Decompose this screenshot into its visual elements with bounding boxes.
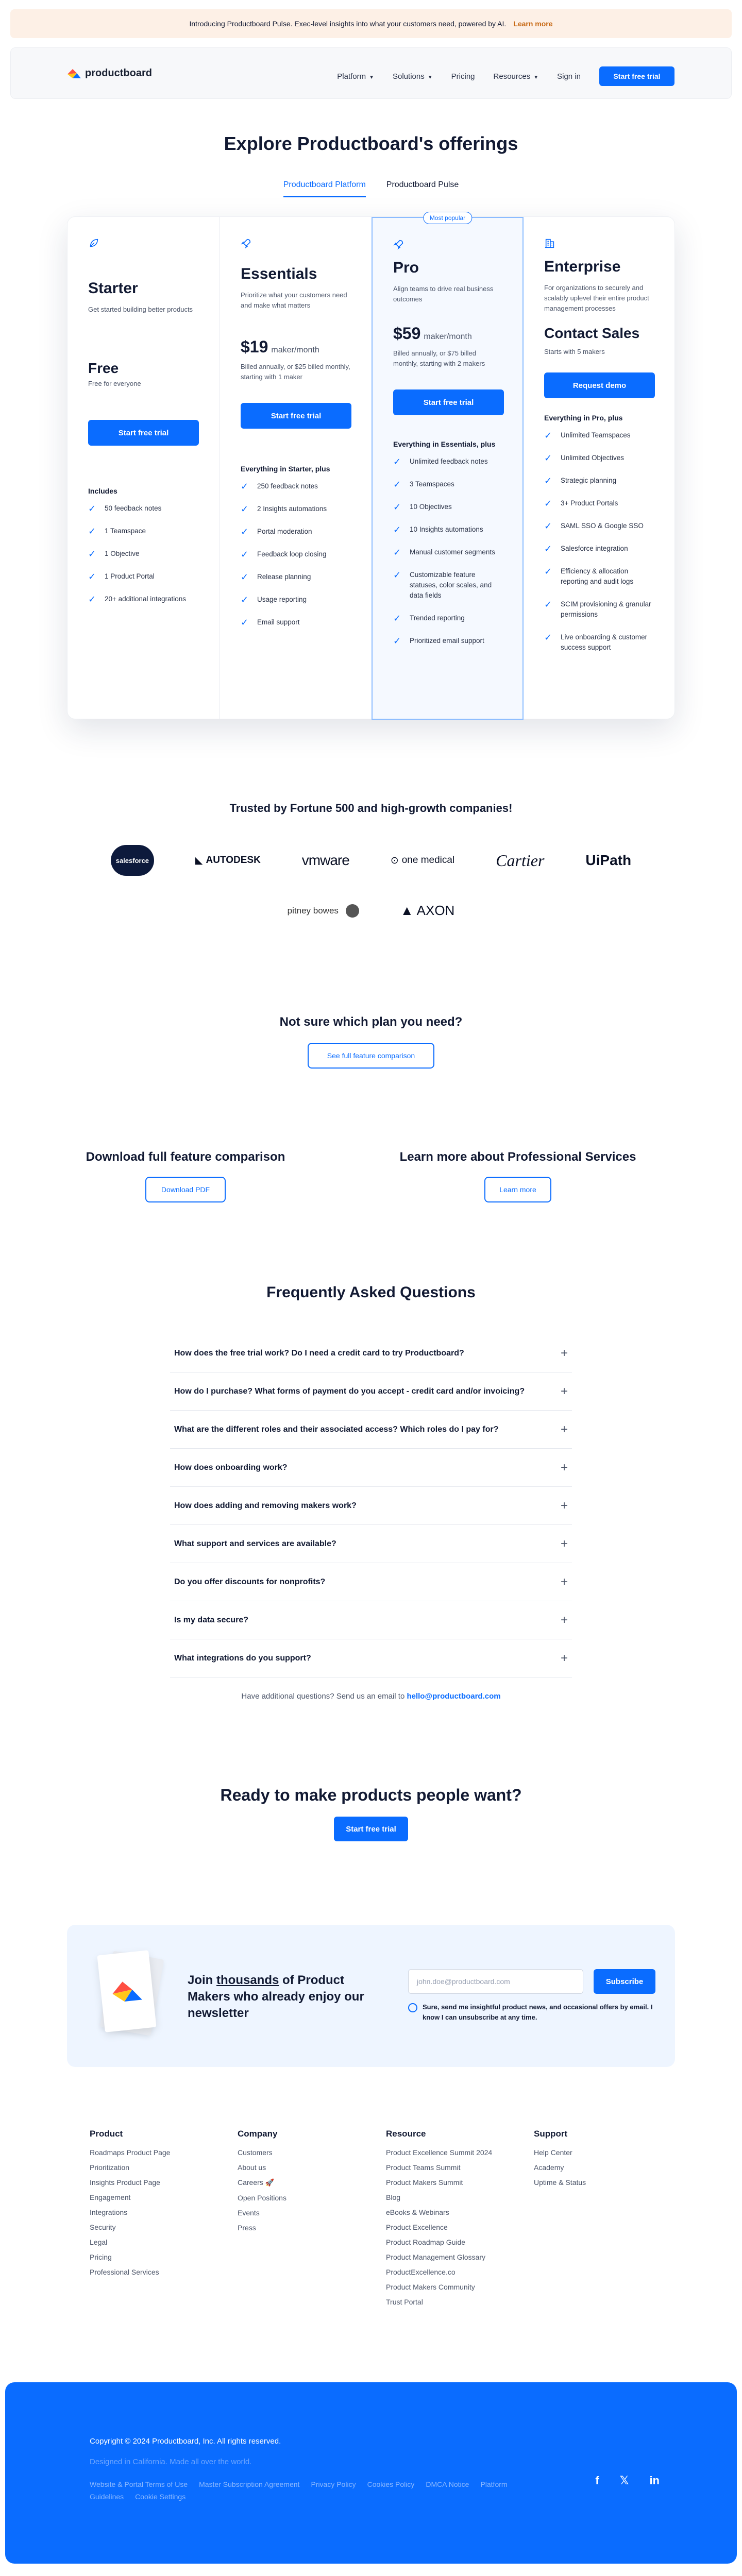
ready-start-trial-button[interactable]: Start free trial (334, 1817, 408, 1841)
linkedin-icon[interactable]: in (649, 2474, 660, 2487)
consent-text: Sure, send me insightful product news, and occasional offers by email. I know I can unsubscribe at any time. (423, 2003, 653, 2021)
tab-productboard-platform[interactable]: Productboard Platform (283, 180, 366, 197)
faq-item[interactable] (170, 1525, 572, 1563)
includes-title: Everything in Essentials, plus (393, 440, 496, 448)
feature-item (88, 594, 199, 604)
check-icon: ✓ (88, 503, 96, 514)
footer-column-title: Support (534, 2129, 568, 2139)
footer-link[interactable]: Product Excellence Summit 2024 (386, 2148, 493, 2157)
see-full-comparison-button[interactable]: See full feature comparison (308, 1043, 434, 1069)
feature-label: Strategic planning (561, 477, 617, 484)
plan-price-note: Billed annually, or $25 billed monthly, starting with 1 maker (241, 363, 350, 381)
download-button-row (82, 1177, 289, 1202)
facebook-icon[interactable]: f (595, 2474, 599, 2487)
feature-label: Release planning (257, 573, 311, 581)
check-icon: ✓ (393, 502, 401, 512)
faq-item[interactable] (170, 1334, 572, 1372)
footer-column-product (90, 2129, 170, 2283)
productboard-mark-icon (111, 1979, 142, 2003)
faq-question: What are the different roles and their associated access? Which roles do I pay for? (174, 1425, 499, 1434)
feature-label: Live onboarding & customer success support (561, 633, 648, 651)
logo-text: productboard (85, 67, 152, 79)
feature-item (88, 571, 199, 582)
made-tagline: Designed in California. Made all over the world. (90, 2458, 252, 2466)
feature-item (544, 430, 655, 440)
faq-item[interactable] (170, 1372, 572, 1411)
pitney-bowes-logo (288, 904, 359, 918)
chevron-down-icon: ▼ (369, 74, 375, 80)
footer-link[interactable]: Product Makers Summit (386, 2178, 463, 2187)
feature-item (544, 544, 655, 554)
check-icon: ✓ (88, 571, 96, 582)
feature-item (393, 479, 502, 489)
faq-question: What support and services are available? (174, 1539, 336, 1548)
chevron-down-icon: ▼ (533, 74, 539, 80)
check-icon: ✓ (241, 549, 249, 560)
autodesk-logo-text: AUTODESK (206, 855, 261, 866)
nav-solutions[interactable] (393, 72, 433, 81)
feature-label: 1 Teamspace (105, 527, 146, 535)
feature-item (393, 547, 502, 557)
footer-link[interactable]: Customers (238, 2148, 273, 2157)
check-icon: ✓ (88, 549, 96, 559)
includes-title: Everything in Pro, plus (544, 414, 623, 422)
plan-name: Essentials (241, 265, 317, 282)
includes-title: Includes (88, 487, 117, 495)
newsletter-title-pre: Join (188, 1973, 217, 1987)
check-icon: ✓ (241, 504, 249, 514)
includes-title: Everything in Starter, plus (241, 465, 330, 473)
starter-start-trial-button[interactable]: Start free trial (88, 420, 199, 446)
footer-link[interactable]: Press (238, 2224, 256, 2232)
feature-list (241, 481, 351, 628)
feature-label: Usage reporting (257, 596, 307, 603)
footer-column-resource (386, 2129, 492, 2313)
newsletter-consent (408, 2002, 655, 2023)
footer-column-company (238, 2129, 286, 2239)
feature-item (393, 613, 502, 623)
plan-name: Starter (88, 280, 138, 297)
consent-checkbox[interactable] (408, 2003, 417, 2012)
feature-item (393, 524, 502, 535)
check-icon: ✓ (544, 566, 552, 577)
customer-logos-row (0, 903, 742, 919)
newsletter-email-input[interactable]: john.doe@productboard.com (408, 1969, 583, 1994)
feature-item (544, 521, 655, 531)
footer-link[interactable]: Blog (386, 2193, 401, 2201)
logo-mark-icon (68, 69, 81, 78)
vmware-logo: vmware (301, 852, 349, 868)
feature-item (544, 476, 655, 486)
plan-price: Free (88, 360, 119, 376)
one-medical-logo-text: one medical (401, 855, 455, 866)
feature-label: Portal moderation (257, 528, 312, 535)
feature-item (393, 456, 502, 467)
feature-item (241, 549, 351, 560)
announcement-learn-more-link[interactable]: Learn more (513, 20, 553, 28)
footer-link[interactable]: Insights Product Page (90, 2178, 160, 2187)
one-medical-logo (391, 855, 454, 867)
price-unit: maker/month (424, 332, 472, 341)
faq-list (170, 1334, 572, 1677)
legal-link[interactable]: Cookie Settings (135, 2493, 186, 2501)
legal-link[interactable]: Platform Guidelines (90, 2480, 508, 2501)
check-icon: ✓ (393, 613, 401, 623)
faq-contact-text: Have additional questions? Send us an email to (241, 1692, 405, 1701)
productboard-logo[interactable] (68, 67, 152, 79)
main-nav (10, 47, 732, 99)
legal-links (90, 2478, 553, 2503)
faq-question: How does adding and removing makers work? (174, 1501, 357, 1510)
check-icon: ✓ (544, 544, 552, 554)
feature-label: Unlimited Teamspaces (561, 431, 631, 439)
plan-pro (372, 214, 524, 720)
plan-price (241, 337, 351, 357)
plus-icon: + (560, 1651, 568, 1665)
building-icon (544, 238, 655, 258)
footer-link[interactable]: Careers 🚀 (238, 2178, 275, 2187)
feature-list (88, 503, 199, 604)
footer-column-title: Company (238, 2129, 278, 2139)
footer-link[interactable]: Product Excellence (386, 2223, 448, 2231)
footer-link[interactable]: Security (90, 2223, 116, 2231)
feature-label: 3+ Product Portals (561, 499, 618, 507)
faq-question: How does onboarding work? (174, 1463, 288, 1472)
check-icon: ✓ (241, 617, 249, 628)
services-button-row (397, 1177, 639, 1202)
feature-label: 3 Teamspaces (410, 480, 454, 488)
nav-resources[interactable] (494, 72, 539, 81)
axon-logo (400, 903, 454, 919)
footer-link[interactable]: Prioritization (90, 2163, 130, 2172)
legal-link[interactable]: Privacy Policy (311, 2480, 356, 2488)
faq-item[interactable] (170, 1411, 572, 1449)
legal-link[interactable]: DMCA Notice (426, 2480, 469, 2488)
feature-item (241, 527, 351, 537)
check-icon: ✓ (241, 572, 249, 582)
check-icon: ✓ (544, 498, 552, 509)
footer-link[interactable]: Academy (534, 2163, 564, 2172)
nav-platform-label: Platform (337, 72, 366, 81)
chevron-down-icon: ▼ (427, 74, 433, 80)
salesforce-logo (111, 845, 154, 876)
footer-link[interactable]: Product Makers Community (386, 2283, 475, 2291)
cartier-logo: Cartier (496, 851, 545, 870)
page-title: Explore Productboard's offerings (224, 133, 518, 154)
check-icon: ✓ (544, 599, 552, 609)
feature-label: 50 feedback notes (105, 504, 162, 512)
plan-description: For organizations to securely and scalably uplevel their entire product management processes (544, 284, 649, 312)
pricing-table (67, 216, 675, 719)
offering-tabs (0, 180, 742, 197)
feature-item (241, 595, 351, 605)
feature-label: Unlimited Objectives (561, 454, 625, 462)
plan-price-note: Starts with 5 makers (544, 348, 605, 355)
plan-essentials (220, 217, 372, 720)
social-links (595, 2474, 660, 2487)
footer-link[interactable]: Product Teams Summit (386, 2163, 461, 2172)
nav-solutions-label: Solutions (393, 72, 425, 81)
subscribe-button[interactable]: Subscribe (594, 1969, 655, 1994)
feature-label: SAML SSO & Google SSO (561, 522, 644, 530)
learn-more-button[interactable]: Learn more (484, 1177, 551, 1202)
footer-link[interactable]: Integrations (90, 2208, 128, 2216)
announcement-text: Introducing Productboard Pulse. Exec-level insights into what your customers need, powered by AI. (189, 20, 507, 28)
faq-item[interactable] (170, 1487, 572, 1525)
feature-label: 2 Insights automations (257, 505, 327, 513)
footer-column-title: Product (90, 2129, 123, 2139)
feature-label: 1 Product Portal (105, 572, 155, 580)
pitney-bowes-logo-text: pitney bowes (287, 905, 339, 916)
footer-link[interactable]: Professional Services (90, 2268, 159, 2276)
plan-description: Get started building better products (88, 306, 193, 313)
faq-item[interactable] (170, 1449, 572, 1487)
feature-label: Salesforce integration (561, 545, 628, 552)
footer-link[interactable]: eBooks & Webinars (386, 2208, 449, 2216)
check-icon: ✓ (88, 526, 96, 536)
plan-price-note: Billed annually, or $75 billed monthly, starting with 2 makers (393, 349, 485, 367)
faq-title: Frequently Asked Questions (266, 1284, 476, 1301)
feature-item (544, 566, 655, 587)
feature-label: 20+ additional integrations (105, 595, 186, 603)
plan-price-note: Free for everyone (88, 380, 141, 387)
ready-title: Ready to make products people want? (220, 1786, 522, 1804)
plan-price: Contact Sales (544, 325, 640, 341)
axon-mark-icon: ▲ (400, 903, 414, 918)
most-popular-badge: Most popular (423, 212, 472, 224)
check-icon: ✓ (544, 453, 552, 463)
plus-icon: + (560, 1460, 568, 1475)
newsletter-illustration (99, 1951, 161, 2038)
autodesk-logo (195, 855, 261, 867)
newsletter-title-highlight: thousands (216, 1973, 279, 1987)
nav-platform[interactable] (337, 72, 374, 81)
feature-list (393, 456, 502, 646)
services-title: Learn more about Professional Services (399, 1150, 636, 1164)
legal-link[interactable]: Cookies Policy (367, 2480, 415, 2488)
ready-button-row (0, 1817, 742, 1841)
check-icon: ✓ (544, 632, 552, 642)
feature-item (88, 549, 199, 559)
footer-link[interactable]: Open Positions (238, 2194, 286, 2202)
autodesk-mark-icon: ◣ (195, 855, 203, 866)
check-icon: ✓ (241, 595, 249, 605)
plus-icon: + (560, 1422, 568, 1436)
feature-label: 1 Objective (105, 550, 140, 557)
feature-label: Customizable feature statuses, color scales, and data fields (410, 571, 492, 599)
bottom-footer (5, 2382, 737, 2564)
footer-link[interactable]: Product Roadmap Guide (386, 2238, 466, 2246)
footer-link[interactable]: Trust Portal (386, 2298, 423, 2306)
feature-item (544, 453, 655, 463)
feature-item (241, 617, 351, 628)
pitney-bowes-mark-icon (346, 904, 359, 918)
trusted-title: Trusted by Fortune 500 and high-growth companies! (229, 802, 513, 815)
plan-description: Prioritize what your customers need and make what matters (241, 291, 347, 309)
leaf-icon (88, 238, 199, 258)
check-icon: ✓ (393, 570, 401, 580)
feature-label: Efficiency & allocation reporting and audit logs (561, 567, 634, 585)
feature-label: Email support (257, 618, 300, 626)
newsletter-title (188, 1972, 373, 2022)
feature-label: Prioritized email support (410, 637, 484, 645)
check-icon: ✓ (544, 476, 552, 486)
download-pdf-button[interactable]: Download PDF (145, 1177, 226, 1202)
feature-label: Feedback loop closing (257, 550, 327, 558)
feature-item (393, 502, 502, 512)
nav-resources-label: Resources (493, 72, 531, 81)
plan-starter (68, 217, 220, 720)
feature-label: Manual customer segments (410, 548, 495, 556)
feature-label: Unlimited feedback notes (410, 457, 488, 465)
footer-link[interactable]: About us (238, 2163, 266, 2172)
feature-item (241, 481, 351, 492)
feature-item (88, 526, 199, 536)
essentials-start-trial-button[interactable]: Start free trial (241, 403, 351, 429)
footer-link[interactable]: Uptime & Status (534, 2178, 586, 2187)
nav-start-trial-button[interactable]: Start free trial (599, 66, 674, 86)
x-icon[interactable]: 𝕏 (619, 2474, 629, 2487)
footer-link[interactable]: Legal (90, 2238, 108, 2246)
pro-start-trial-button[interactable]: Start free trial (393, 389, 504, 415)
plus-icon: + (560, 1346, 568, 1360)
feature-list (544, 430, 655, 653)
feature-item (544, 632, 655, 653)
contact-email-link[interactable]: hello@productboard.com (407, 1692, 501, 1701)
plus-icon: + (560, 1613, 568, 1627)
nav-pricing[interactable]: Pricing (451, 72, 475, 81)
price-unit: maker/month (271, 346, 319, 354)
request-demo-button[interactable]: Request demo (544, 372, 655, 398)
uipath-logo: UiPath (585, 852, 632, 868)
footer-link[interactable]: Pricing (90, 2253, 112, 2261)
footer-column-title: Resource (386, 2129, 426, 2139)
price-value: $19 (241, 337, 268, 356)
plan-price (393, 324, 502, 343)
feature-item (88, 503, 199, 514)
check-icon: ✓ (544, 430, 552, 440)
feature-label: 10 Insights automations (410, 526, 483, 533)
faq-question: How do I purchase? What forms of payment do you accept - credit card and/or invoicing? (174, 1386, 525, 1396)
faq-question: How does the free trial work? Do I need a credit card to try Productboard? (174, 1348, 464, 1358)
feature-item (241, 572, 351, 582)
feature-item (393, 570, 502, 601)
check-icon: ✓ (241, 527, 249, 537)
check-icon: ✓ (393, 636, 401, 646)
footer-link[interactable]: Roadmaps Product Page (90, 2148, 171, 2157)
tab-productboard-pulse[interactable]: Productboard Pulse (386, 180, 459, 189)
faq-question: Is my data secure? (174, 1615, 249, 1624)
feature-item (393, 636, 502, 646)
plus-icon: + (560, 1498, 568, 1513)
plan-name: Enterprise (544, 258, 621, 275)
nav-sign-in[interactable]: Sign in (557, 72, 581, 81)
announcement-bar (10, 9, 732, 38)
rocket-icon (241, 238, 351, 258)
check-icon: ✓ (393, 524, 401, 535)
feature-label: Trended reporting (410, 614, 465, 622)
faq-question: Do you offer discounts for nonprofits? (174, 1577, 326, 1586)
footer-link[interactable]: Events (238, 2209, 260, 2217)
price-value: $59 (393, 324, 421, 343)
faq-item[interactable] (170, 1639, 572, 1677)
check-icon: ✓ (393, 547, 401, 557)
salesforce-logo-text: salesforce (111, 845, 154, 876)
faq-item[interactable] (170, 1601, 572, 1639)
feature-label: SCIM provisioning & granular permissions (561, 600, 651, 618)
one-medical-mark-icon: ⊙ (390, 855, 399, 866)
plus-icon: + (560, 1536, 568, 1551)
feature-item (544, 498, 655, 509)
plan-enterprise (524, 217, 676, 720)
download-title: Download full feature comparison (86, 1150, 285, 1164)
legal-link[interactable]: Master Subscription Agreement (199, 2480, 300, 2488)
plus-icon: + (560, 1384, 568, 1398)
compare-title: Not sure which plan you need? (279, 1015, 463, 1029)
check-icon: ✓ (88, 594, 96, 604)
check-icon: ✓ (241, 481, 249, 492)
axon-logo-text: AXON (416, 903, 455, 918)
feature-item (544, 599, 655, 620)
newsletter-section (67, 1925, 675, 2067)
check-icon: ✓ (544, 521, 552, 531)
footer-link[interactable]: Product Management Glossary (386, 2253, 485, 2261)
customer-logos-row (0, 845, 742, 876)
check-icon: ✓ (393, 479, 401, 489)
faq-question: What integrations do you support? (174, 1653, 311, 1663)
check-icon: ✓ (393, 456, 401, 467)
plan-name: Pro (393, 259, 419, 276)
faq-item[interactable] (170, 1563, 572, 1601)
footer-link[interactable]: Help Center (534, 2148, 572, 2157)
rocket-icon (393, 239, 502, 259)
plus-icon: + (560, 1574, 568, 1589)
plan-description: Align teams to drive real business outcomes (393, 285, 494, 303)
feature-label: 10 Objectives (410, 503, 452, 511)
footer-column-support (534, 2129, 586, 2193)
legal-link[interactable]: Website & Portal Terms of Use (90, 2480, 188, 2488)
faq-contact (0, 1692, 742, 1701)
copyright: Copyright © 2024 Productboard, Inc. All rights reserved. (90, 2437, 281, 2446)
compare-button-row (0, 1043, 742, 1069)
footer-link[interactable]: ProductExcellence.co (386, 2268, 456, 2276)
feature-label: 250 feedback notes (257, 482, 318, 490)
newsletter-title-post: of Product Makers who already enjoy our newsletter (188, 1973, 364, 2020)
footer-link[interactable]: Engagement (90, 2193, 131, 2201)
feature-item (241, 504, 351, 514)
